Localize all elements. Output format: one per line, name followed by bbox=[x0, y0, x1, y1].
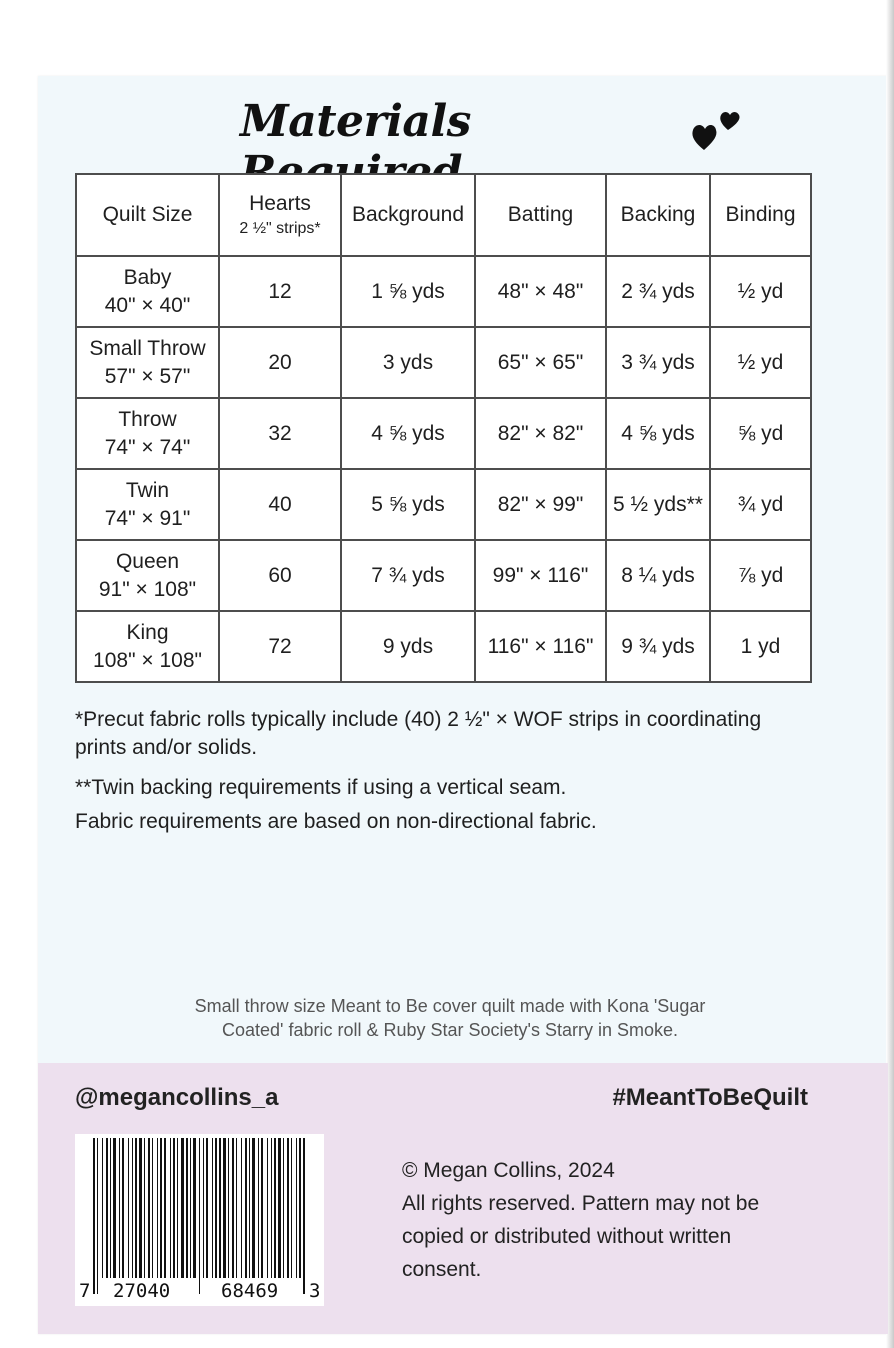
cell-quilt-size bbox=[76, 327, 219, 398]
size-dimensions: 57" × 57" bbox=[104, 364, 191, 388]
cell-binding: ⅝ yd bbox=[710, 398, 811, 469]
cell-background: 5 ⅝ yds bbox=[341, 469, 475, 540]
cell-batting: 82" × 82" bbox=[475, 398, 606, 469]
header-hearts bbox=[219, 174, 341, 256]
size-dimensions: 108" × 108" bbox=[93, 648, 202, 672]
size-name: Queen bbox=[115, 549, 180, 573]
barcode-digit-left: 7 bbox=[79, 1280, 91, 1302]
rights-statement: All rights reserved. Pattern may not be copied or distributed without written consent. bbox=[402, 1192, 760, 1281]
barcode bbox=[75, 1134, 324, 1306]
header-hearts-sub: 2 ½" strips* bbox=[239, 220, 321, 237]
header-binding: Binding bbox=[710, 174, 811, 256]
copyright-line: © Megan Collins, 2024 bbox=[402, 1159, 615, 1182]
header-quilt-size: Quilt Size bbox=[76, 174, 219, 256]
cell-hearts: 60 bbox=[219, 540, 341, 611]
precut-note: *Precut fabric rolls typically include (40) 2 ½" × WOF strips in coordinating prints and/or solids. bbox=[75, 708, 762, 759]
hashtag: #MeantToBeQuilt bbox=[612, 1084, 808, 1111]
cell-batting: 99" × 116" bbox=[475, 540, 606, 611]
size-dimensions: 74" × 74" bbox=[104, 435, 191, 459]
cell-backing: 2 ¾ yds bbox=[606, 256, 710, 327]
cell-quilt-size bbox=[76, 256, 219, 327]
cell-backing: 9 ¾ yds bbox=[606, 611, 710, 682]
cell-batting: 116" × 116" bbox=[475, 611, 606, 682]
barcode-group-right: 68469 bbox=[221, 1280, 279, 1302]
barcode-digit-right: 3 bbox=[309, 1280, 321, 1302]
cell-binding: ¾ yd bbox=[710, 469, 811, 540]
cell-hearts: 72 bbox=[219, 611, 341, 682]
size-name: Small Throw bbox=[89, 336, 206, 360]
fabric-note: Fabric requirements are based on non-directional fabric. bbox=[75, 810, 597, 833]
cell-backing: 8 ¼ yds bbox=[606, 540, 710, 611]
header-hearts-label: Hearts bbox=[249, 192, 311, 215]
cell-binding: ½ yd bbox=[710, 327, 811, 398]
cell-hearts: 40 bbox=[219, 469, 341, 540]
barcode-bars bbox=[81, 1134, 317, 1294]
size-name: King bbox=[126, 620, 169, 644]
header-batting: Batting bbox=[475, 174, 606, 256]
cell-background: 7 ¾ yds bbox=[341, 540, 475, 611]
header-background: Background bbox=[341, 174, 475, 256]
cell-background: 9 yds bbox=[341, 611, 475, 682]
materials-table bbox=[75, 173, 812, 683]
copyright-block bbox=[402, 1154, 802, 1286]
cell-hearts: 32 bbox=[219, 398, 341, 469]
cell-binding: ½ yd bbox=[710, 256, 811, 327]
table-header-row bbox=[76, 174, 811, 256]
cell-batting: 48" × 48" bbox=[475, 256, 606, 327]
size-name: Baby bbox=[123, 265, 172, 289]
size-dimensions: 74" × 91" bbox=[104, 506, 191, 530]
cell-binding: ⅞ yd bbox=[710, 540, 811, 611]
table-row bbox=[76, 469, 811, 540]
cell-binding: 1 yd bbox=[710, 611, 811, 682]
table-row bbox=[76, 540, 811, 611]
table-row bbox=[76, 256, 811, 327]
cell-quilt-size bbox=[76, 469, 219, 540]
twin-backing-note: **Twin backing requirements if using a vertical seam. bbox=[75, 776, 567, 799]
page-title: Materials bbox=[240, 96, 471, 147]
social-handle: @megancollins_a bbox=[75, 1084, 279, 1111]
size-name: Twin bbox=[125, 478, 170, 502]
size-dimensions: 91" × 108" bbox=[98, 577, 197, 601]
caption-line-1: Small throw size Meant to Be cover quilt made with Kona 'Sugar bbox=[194, 996, 706, 1016]
barcode-group-left: 27040 bbox=[113, 1280, 171, 1302]
cell-hearts: 12 bbox=[219, 256, 341, 327]
cover-quilt-caption bbox=[100, 994, 800, 1042]
cell-background: 4 ⅝ yds bbox=[341, 398, 475, 469]
cell-quilt-size bbox=[76, 611, 219, 682]
table-row bbox=[76, 611, 811, 682]
cell-quilt-size bbox=[76, 398, 219, 469]
header-backing: Backing bbox=[606, 174, 710, 256]
cell-hearts: 20 bbox=[219, 327, 341, 398]
cell-background: 1 ⅝ yds bbox=[341, 256, 475, 327]
size-dimensions: 40" × 40" bbox=[104, 293, 191, 317]
size-name: Throw bbox=[118, 407, 177, 431]
cell-backing: 5 ½ yds** bbox=[606, 469, 710, 540]
hearts-icon bbox=[690, 104, 750, 156]
caption-line-2: Coated' fabric roll & Ruby Star Society's Starry in Smoke. bbox=[221, 1020, 679, 1040]
cell-background: 3 yds bbox=[341, 327, 475, 398]
cell-quilt-size bbox=[76, 540, 219, 611]
cell-backing: 3 ¾ yds bbox=[606, 327, 710, 398]
table-row bbox=[76, 398, 811, 469]
cell-backing: 4 ⅝ yds bbox=[606, 398, 710, 469]
cell-batting: 82" × 99" bbox=[475, 469, 606, 540]
cell-batting: 65" × 65" bbox=[475, 327, 606, 398]
table-row bbox=[76, 327, 811, 398]
